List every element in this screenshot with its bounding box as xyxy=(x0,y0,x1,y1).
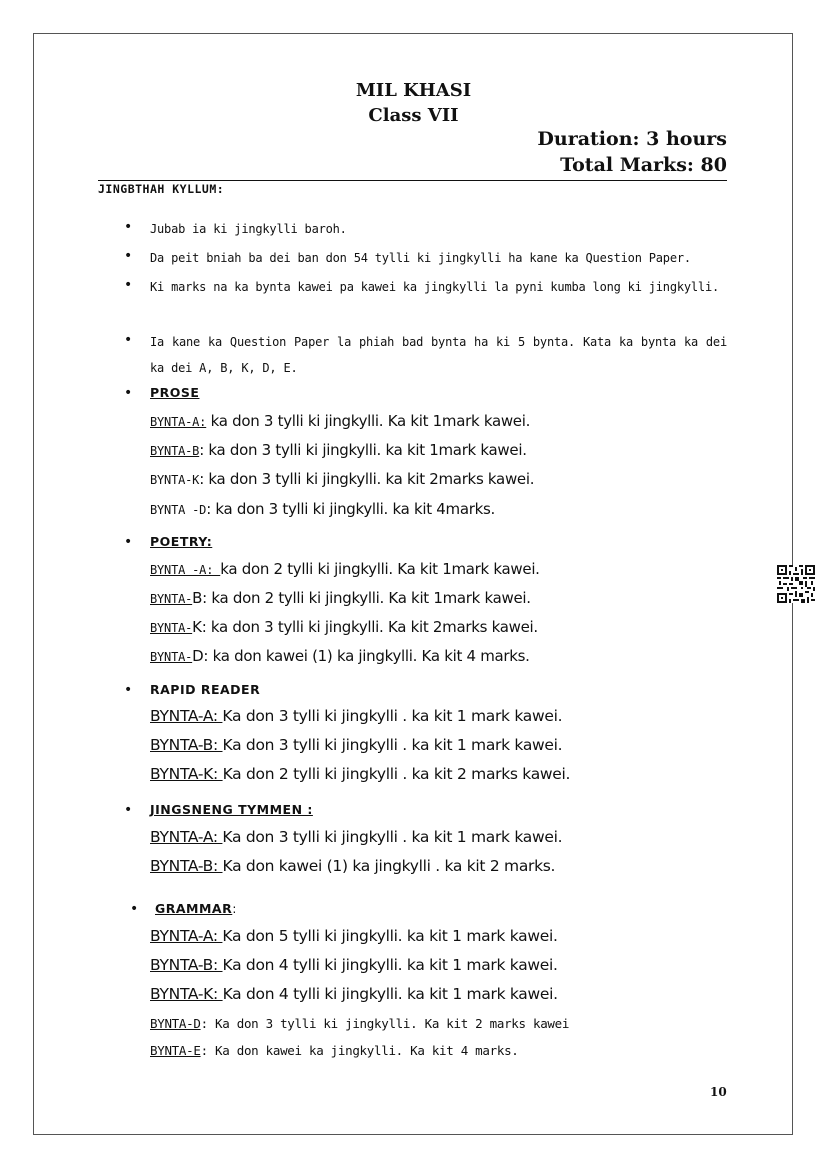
instruction-item: Ki marks na ka bynta kawei pa kawei ka jingkylli la pyni kumba long ki jingkylli. xyxy=(150,280,719,294)
bynta-label: BYNTA -D xyxy=(150,503,207,517)
grammar-line xyxy=(150,927,558,945)
bynta-text: D: ka don kawei (1) ka jingkylli. Ka kit 4 marks. xyxy=(192,647,530,665)
bynta-text: B: ka don 2 tylli ki jingkylli. Ka kit 1mark kawei. xyxy=(192,589,531,607)
jingsneng-line xyxy=(150,857,555,875)
bullet-dot: • xyxy=(124,802,133,818)
subject-title: MIL KHASI xyxy=(355,80,472,101)
bynta-text: Ka don 4 tylli ki jingkylli. ka kit 1 mark kawei. xyxy=(222,956,558,974)
bynta-text: K: ka don 3 tylli ki jingkylli. Ka kit 2marks kawei. xyxy=(192,618,538,636)
grammar-line xyxy=(150,1016,569,1031)
bynta-text: : ka don 3 tylli ki jingkylli. ka kit 1mark kawei. xyxy=(199,441,527,459)
bynta-label: BYNTA-B xyxy=(150,444,200,458)
section-heading-prose: PROSE xyxy=(150,385,200,400)
grammar-line xyxy=(150,956,558,974)
bynta-label: BYNTA-D xyxy=(150,1016,201,1031)
bullet-dot: • xyxy=(130,901,139,917)
bynta-label: BYNTA-B: xyxy=(150,857,223,875)
prose-line xyxy=(150,412,530,430)
rapid-reader-line xyxy=(150,736,562,754)
grammar-line xyxy=(150,985,558,1003)
grammar-line xyxy=(150,1043,519,1058)
poetry-line xyxy=(150,618,538,636)
section-heading-jingsneng: JINGSNENG TYMMEN : xyxy=(150,802,313,817)
bynta-label: BYNTA-A: xyxy=(150,415,207,429)
bynta-label: BYNTA- xyxy=(150,592,193,606)
prose-line xyxy=(150,500,495,518)
bynta-text: : ka don 3 tylli ki jingkylli. ka kit 4marks. xyxy=(206,500,495,518)
class-title: Class VII xyxy=(368,105,459,126)
section-heading-rapid-reader: RAPID READER xyxy=(150,682,261,697)
rapid-reader-line xyxy=(150,707,562,725)
bynta-label: BYNTA-A: xyxy=(150,828,223,846)
instruction-item: Da peit bniah ba dei ban don 54 tylli ki jingkylli ha kane ka Question Paper. xyxy=(150,251,691,265)
page-number: 10 xyxy=(710,1085,727,1099)
bynta-text: Ka don kawei (1) ka jingkylli . ka kit 2 marks. xyxy=(222,857,556,875)
bullet-dot: • xyxy=(124,682,133,698)
bullet-dot: • xyxy=(124,277,133,293)
bullet-dot: • xyxy=(124,534,133,550)
section-heading-grammar-row xyxy=(155,901,236,916)
bynta-label: BYNTA-A: xyxy=(150,927,223,945)
bullet-dot: • xyxy=(124,332,133,348)
bynta-text: ka don 3 tylli ki jingkylli. Ka kit 1mark kawei. xyxy=(206,412,531,430)
qr-code-icon xyxy=(777,565,815,603)
bynta-label: BYNTA-B: xyxy=(150,956,223,974)
bynta-text: Ka don 3 tylli ki jingkylli . ka kit 1 mark kawei. xyxy=(222,736,563,754)
duration: Duration: 3 hours xyxy=(537,128,727,150)
bynta-label: BYNTA-E xyxy=(150,1043,201,1058)
poetry-line xyxy=(150,560,540,578)
jingsneng-line xyxy=(150,828,562,846)
bynta-text: ka don 2 tylli ki jingkylli. Ka kit 1mark kawei. xyxy=(220,560,540,578)
bynta-label: BYNTA-B: xyxy=(150,736,223,754)
bynta-text: Ka don 4 tylli ki jingkylli. ka kit 1 mark kawei. xyxy=(222,985,558,1003)
grammar-heading-colon: : xyxy=(232,901,237,916)
rapid-reader-line xyxy=(150,765,570,783)
bynta-text: Ka don 3 tylli ki jingkylli . ka kit 1 mark kawei. xyxy=(222,707,563,725)
bynta-label: BYNTA-K xyxy=(150,473,200,487)
section-heading-poetry: POETRY: xyxy=(150,534,213,549)
bullet-dot: • xyxy=(124,248,133,264)
bynta-text: : Ka don kawei ka jingkylli. Ka kit 4 marks. xyxy=(200,1043,519,1058)
header-divider xyxy=(98,180,727,181)
bynta-label: BYNTA-K: xyxy=(150,985,223,1003)
total-marks: Total Marks: 80 xyxy=(560,154,727,176)
bynta-text: : ka don 3 tylli ki jingkylli. ka kit 2marks kawei. xyxy=(199,470,535,488)
bynta-label: BYNTA-K: xyxy=(150,765,223,783)
bynta-text: Ka don 3 tylli ki jingkylli . ka kit 1 mark kawei. xyxy=(222,828,563,846)
bynta-label: BYNTA -A: xyxy=(150,563,221,577)
bynta-text: Ka don 2 tylli ki jingkylli . ka kit 2 marks kawei. xyxy=(222,765,571,783)
bynta-text: : Ka don 3 tylli ki jingkylli. Ka kit 2 marks kawei xyxy=(200,1016,570,1031)
poetry-line xyxy=(150,589,531,607)
bynta-label: BYNTA- xyxy=(150,621,193,635)
bullet-dot: • xyxy=(124,219,133,235)
bynta-label: BYNTA- xyxy=(150,650,193,664)
bullet-dot: • xyxy=(124,385,133,401)
instruction-item: Ia kane ka Question Paper la phiah bad bynta ha ki 5 bynta. Kata ka bynta ka dei ka dei A, B, K, D, E. xyxy=(150,335,727,375)
bynta-label: BYNTA-A: xyxy=(150,707,223,725)
poetry-line xyxy=(150,647,530,665)
instructions-heading: JINGBTHAH KYLLUM: xyxy=(98,182,225,196)
prose-line xyxy=(150,470,534,488)
section-heading-grammar: GRAMMAR xyxy=(155,901,233,916)
prose-line xyxy=(150,441,527,459)
instruction-item: Jubab ia ki jingkylli baroh. xyxy=(150,222,347,236)
bynta-text: Ka don 5 tylli ki jingkylli. ka kit 1 mark kawei. xyxy=(222,927,558,945)
